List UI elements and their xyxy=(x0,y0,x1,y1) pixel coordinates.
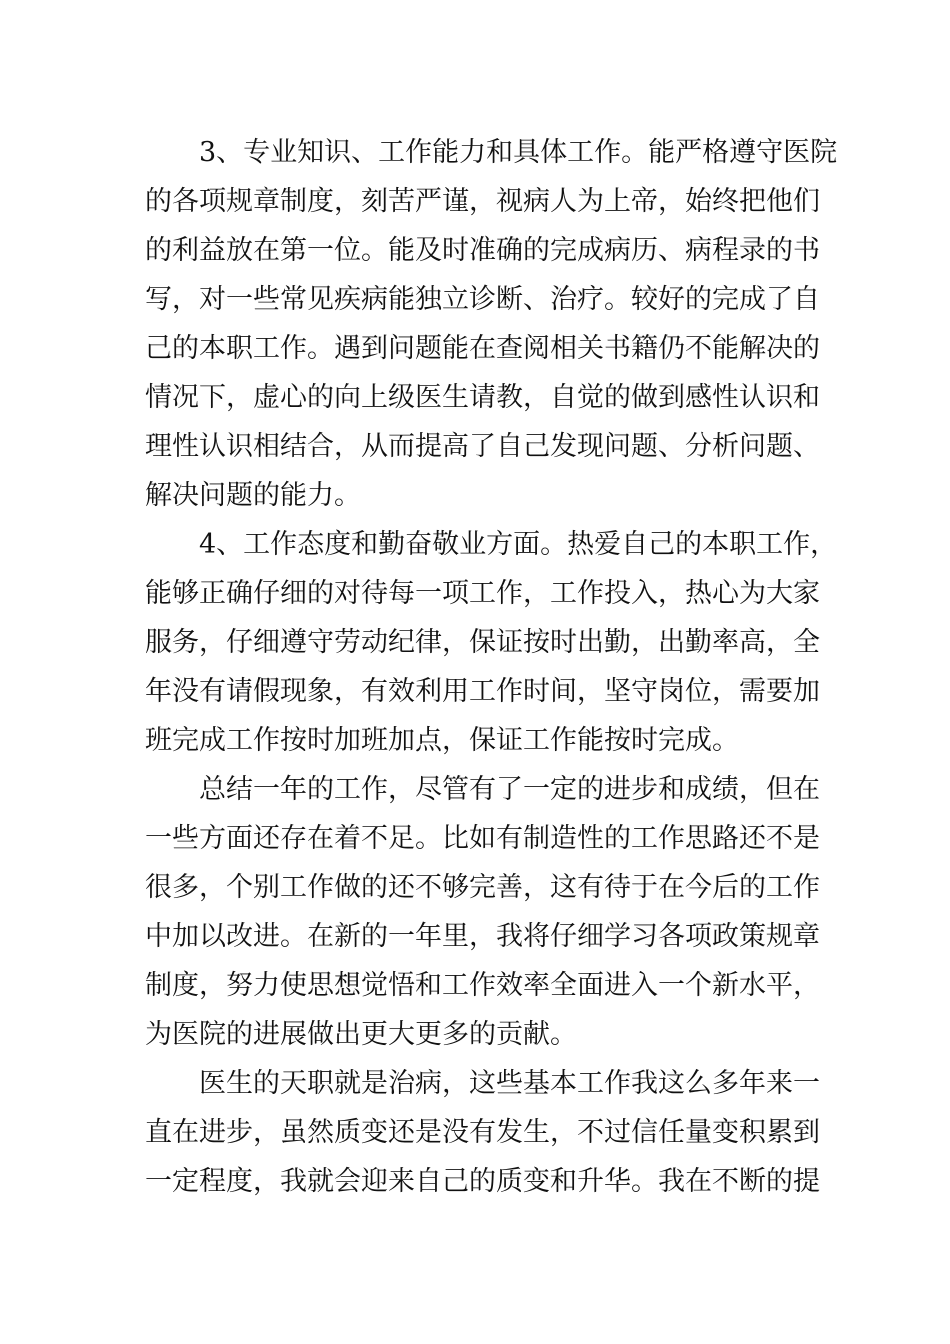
paragraph-line: 的各项规章制度，刻苦严谨，视病人为上帝，始终把他们 xyxy=(145,186,820,217)
paragraph-line: 4、工作态度和勤奋敬业方面。热爱自己的本职工作， xyxy=(199,529,838,560)
paragraph-line: 服务，仔细遵守劳动纪律，保证按时出勤，出勤率高，全 xyxy=(145,627,820,658)
paragraph-line: 为医院的进展做出更大更多的贡献。 xyxy=(145,1019,577,1050)
paragraph-line: 制度，努力使思想觉悟和工作效率全面进入一个新水平， xyxy=(145,970,820,1001)
paragraph-line: 一些方面还存在着不足。比如有制造性的工作思路还不是 xyxy=(145,823,820,854)
paragraph-line: 很多，个别工作做的还不够完善，这有待于在今后的工作 xyxy=(145,872,820,903)
paragraph-line: 班完成工作按时加班加点，保证工作能按时完成。 xyxy=(145,725,739,756)
paragraph-doctor-duty xyxy=(145,1059,820,1206)
paragraph-line: 己的本职工作。遇到问题能在查阅相关书籍仍不能解决的 xyxy=(145,333,820,364)
paragraph-line: 理性认识相结合，从而提高了自己发现问题、分析问题、 xyxy=(145,431,820,462)
paragraph-line: 直在进步，虽然质变还是没有发生，不过信任量变积累到 xyxy=(145,1117,820,1148)
paragraph-line: 医生的天职就是治病，这些基本工作我这么多年来一 xyxy=(199,1068,820,1099)
paragraph-line: 年没有请假现象，有效利用工作时间，坚守岗位，需要加 xyxy=(145,676,820,707)
paragraph-line: 解决问题的能力。 xyxy=(145,480,361,511)
paragraph-summary xyxy=(145,765,820,1059)
document-body xyxy=(145,128,838,1206)
paragraph-line: 中加以改进。在新的一年里，我将仔细学习各项政策规章 xyxy=(145,921,820,952)
paragraph-line: 情况下，虚心的向上级医生请教，自觉的做到感性认识和 xyxy=(145,382,820,413)
paragraph-line: 总结一年的工作，尽管有了一定的进步和成绩，但在 xyxy=(199,774,820,805)
paragraph-line: 的利益放在第一位。能及时准确的完成病历、病程录的书 xyxy=(145,235,820,266)
paragraph-line: 3、专业知识、工作能力和具体工作。能严格遵守医院 xyxy=(199,137,838,168)
paragraph-item-3 xyxy=(145,128,838,520)
paragraph-item-4 xyxy=(145,520,838,765)
paragraph-line: 写，对一些常见疾病能独立诊断、治疗。较好的完成了自 xyxy=(145,284,820,315)
paragraph-line: 一定程度，我就会迎来自己的质变和升华。我在不断的提 xyxy=(145,1166,820,1197)
paragraph-line: 能够正确仔细的对待每一项工作，工作投入，热心为大家 xyxy=(145,578,820,609)
